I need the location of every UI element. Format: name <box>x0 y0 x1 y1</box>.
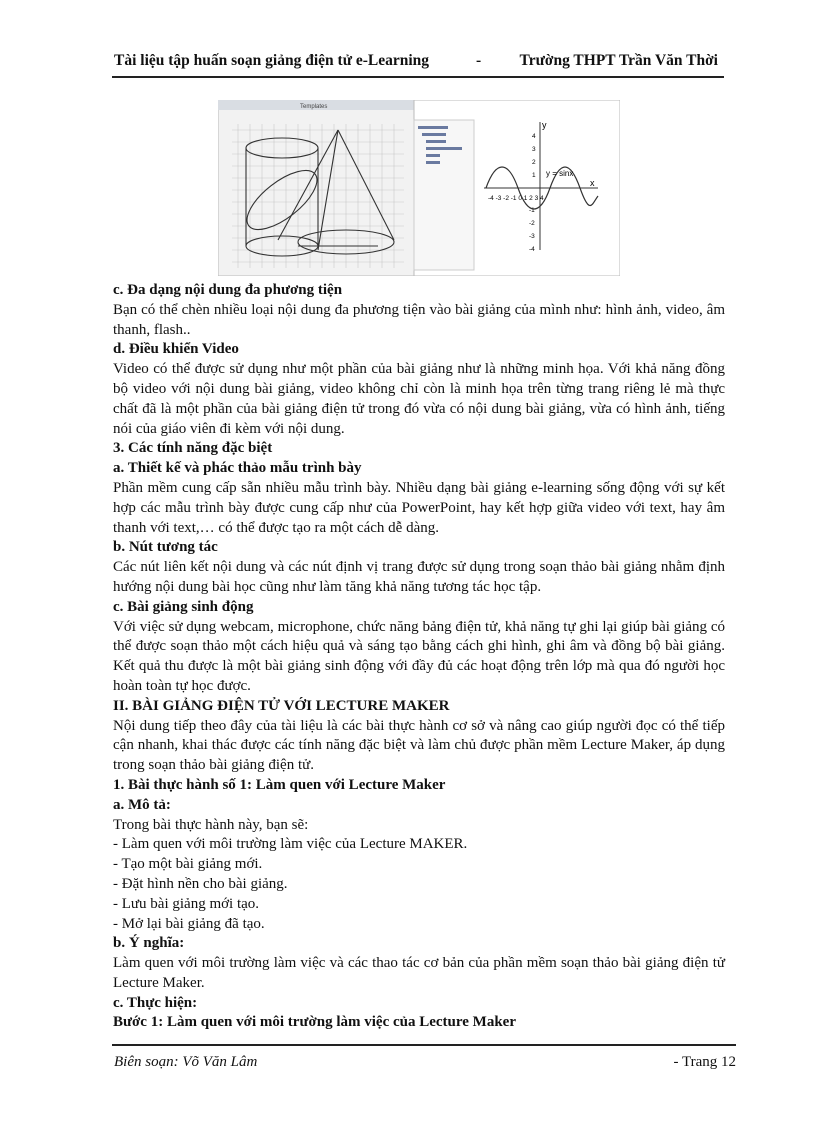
y-tick-label: 4 <box>532 133 536 140</box>
body-paragraph: Làm quen với môi trường làm việc và các thao tác cơ bản của phần mềm soạn thảo bài giảng điện tử Lecture Maker. <box>113 955 725 991</box>
header-title: Tài liệu tập huấn soạn giảng điện tử e-Learning <box>114 52 430 69</box>
document-body <box>113 281 725 1033</box>
graph-label: y = sinx <box>546 169 574 178</box>
section-heading: Bước 1: Làm quen với môi trường làm việc của Lecture Maker <box>113 1014 517 1031</box>
figure-illustration <box>218 100 620 276</box>
y-tick-label: 3 <box>532 146 536 153</box>
header-school: Trường THPT Trần Văn Thời <box>519 52 718 69</box>
section-heading: a. Thiết kế và phác thảo mẫu trình bày <box>113 460 362 477</box>
body-paragraph: Trong bài thực hành này, bạn sẽ: <box>113 816 309 833</box>
section-heading: c. Thực hiện: <box>113 994 198 1011</box>
header-separator: - <box>476 52 482 69</box>
section-heading: b. Ý nghĩa: <box>113 935 185 952</box>
y-tick-label: -3 <box>529 233 535 240</box>
y-tick-label: -2 <box>529 220 535 227</box>
body-paragraph: - Đặt hình nền cho bài giảng. <box>113 875 288 892</box>
software-screenshot-figure <box>218 100 620 276</box>
x-tick-labels: -4 -3 -2 -1 0 1 2 3 4 <box>488 195 544 202</box>
page-footer <box>112 1044 736 1070</box>
section-heading: 1. Bài thực hành số 1: Làm quen với Lecture Maker <box>113 776 446 793</box>
body-paragraph: Với việc sử dụng webcam, microphone, chức năng bảng điện tử, khả năng tự ghi lại giúp bài giảng có thể được soạn thảo một cách hiệu quả và sáng tạo bằng cách ghi hình, ghi âm và đồng bộ bài giảng. Kết quả thu được là một bài giảng sinh động với đầy đủ các hoạt động trên lớp mà qua đó người học hoàn toàn tự học được. <box>113 618 725 694</box>
y-tick-label: 2 <box>532 159 536 166</box>
section-heading: 3. Các tính năng đặc biệt <box>113 440 273 457</box>
body-paragraph: Nội dung tiếp theo đây của tài liệu là các bài thực hành cơ sở và nâng cao giúp người đọc có thể tiếp cận nhanh, khai thác được các tính năng đặc biệt và làm chủ được phần mềm Lecture Maker, áp dụng trong soạn thảo bài giảng điện tử. <box>113 717 725 774</box>
body-paragraph: - Tạo một bài giảng mới. <box>113 856 263 873</box>
body-paragraph: - Lưu bài giảng mới tạo. <box>113 895 260 912</box>
y-axis-label: y <box>542 120 547 130</box>
section-heading: II. BÀI GIẢNG ĐIỆN TỬ VỚI LECTURE MAKER <box>113 697 450 714</box>
left-panel-title: Templates <box>300 104 328 110</box>
section-heading: b. Nút tương tác <box>113 539 218 556</box>
footer-page-number: - Trang 12 <box>673 1054 736 1070</box>
y-tick-label: 1 <box>532 172 536 179</box>
page-header <box>112 50 724 78</box>
section-heading: d. Điều khiển Video <box>113 341 239 358</box>
y-tick-label: -4 <box>529 246 535 253</box>
body-paragraph: Bạn có thể chèn nhiều loại nội dung đa phương tiện vào bài giảng của mình như: hình ảnh, video, âm thanh, flash.. <box>113 301 725 338</box>
section-heading: c. Bài giảng sinh động <box>113 598 254 615</box>
y-tick-label: -1 <box>529 207 535 214</box>
body-paragraph: Video có thể được sử dụng như một phần của bài giảng như là những minh họa. Với khả năng đồng bộ video với nội dung bài giảng, video không chỉ còn là minh họa trên từng trang riêng lẻ mà thực chất đã là một phần của bài giảng điện tử trong đó vừa có nội dung bài giảng, vừa có hình ảnh, tiếng nói của giáo viên đi kèm với nội dung. <box>113 361 725 437</box>
section-heading: a. Mô tả: <box>113 796 171 813</box>
body-paragraph: Phần mềm cung cấp sẵn nhiều mẫu trình bày. Nhiều dạng bài giảng e-learning sống động với sự kết hợp các mẫu trình bày được cung cấp như của PowerPoint, hay kết hợp giữa video với text, hay âm thanh với text,… có thể được tạo ra một cách dễ dàng. <box>113 479 725 536</box>
footer-author: Biên soạn: Võ Văn Lâm <box>114 1054 258 1070</box>
body-paragraph: - Mở lại bài giảng đã tạo. <box>113 915 265 932</box>
x-axis-label: x <box>590 178 595 188</box>
body-paragraph: Các nút liên kết nội dung và các nút định vị trang được sử dụng trong soạn thảo bài giảng nhằm định hướng nội dung bài học cũng như làm tăng khả năng tương tác học tập. <box>113 559 725 595</box>
body-paragraph: - Làm quen với môi trường làm việc của Lecture MAKER. <box>113 836 468 853</box>
section-heading: c. Đa dạng nội dung đa phương tiện <box>113 282 343 298</box>
